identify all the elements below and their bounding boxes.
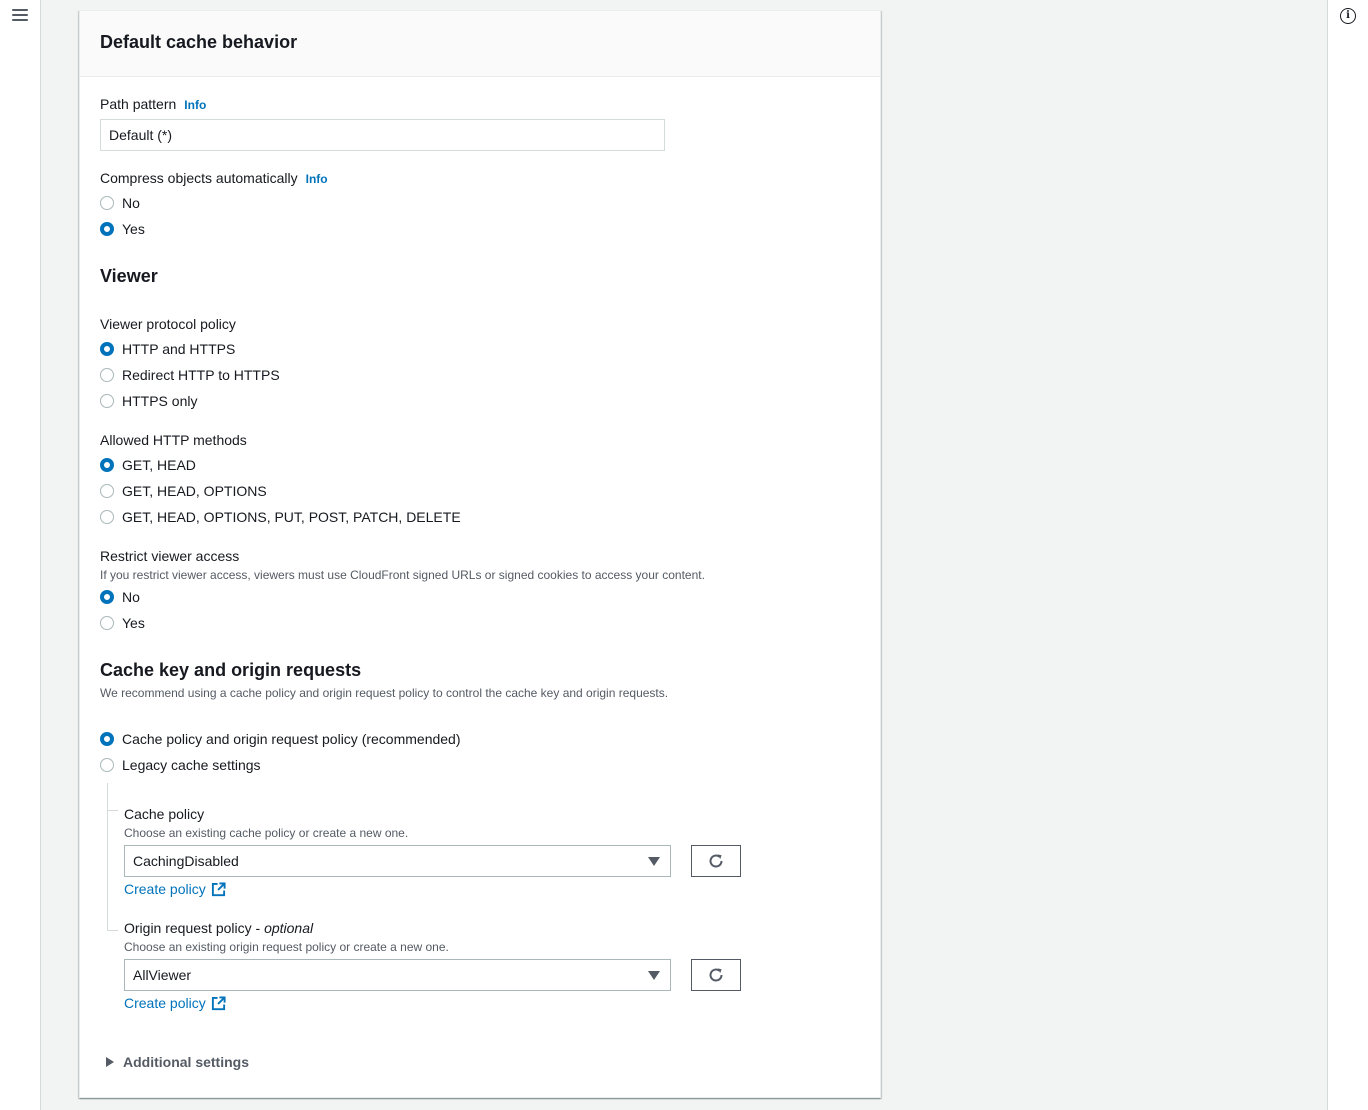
- tree-line-branch: [107, 810, 118, 811]
- radio-button-selected[interactable]: [100, 590, 114, 604]
- menu-icon[interactable]: [12, 9, 28, 23]
- radio-button[interactable]: [100, 758, 114, 772]
- cache-policy-value: CachingDisabled: [133, 853, 239, 869]
- radio-label: Yes: [122, 221, 145, 237]
- create-policy-label: Create policy: [124, 995, 206, 1011]
- radio-button[interactable]: [100, 510, 114, 524]
- methods-option-get-head-options[interactable]: [100, 481, 267, 501]
- refresh-icon: [707, 852, 725, 870]
- additional-settings-label: Additional settings: [123, 1054, 249, 1070]
- radio-button[interactable]: [100, 368, 114, 382]
- caret-down-icon: [648, 971, 660, 980]
- additional-settings-expander[interactable]: [106, 1054, 249, 1070]
- radio-button[interactable]: [100, 484, 114, 498]
- radio-button-selected[interactable]: [100, 342, 114, 356]
- compress-option-yes[interactable]: [100, 219, 145, 239]
- radio-button-selected[interactable]: [100, 458, 114, 472]
- methods-option-get-head[interactable]: [100, 455, 196, 475]
- cache-option-policy[interactable]: [100, 729, 461, 749]
- restrict-option-no[interactable]: [100, 587, 140, 607]
- radio-label: Cache policy and origin request policy (recommended): [122, 731, 461, 747]
- viewer-heading: Viewer: [100, 266, 158, 286]
- protocol-option-redirect[interactable]: [100, 365, 280, 385]
- external-link-icon: [211, 996, 226, 1011]
- radio-label: GET, HEAD: [122, 457, 196, 473]
- radio-button-selected[interactable]: [100, 732, 114, 746]
- caret-right-icon: [106, 1057, 114, 1067]
- tree-line-vertical: [107, 783, 108, 931]
- restrict-viewer-label: Restrict viewer access: [100, 548, 240, 564]
- allowed-methods-label: Allowed HTTP methods: [100, 432, 247, 448]
- compress-label-row: [100, 170, 328, 186]
- cache-policy-create-link[interactable]: [124, 881, 226, 897]
- panel-header: [80, 11, 880, 77]
- path-pattern-label-row: [100, 96, 206, 112]
- radio-button[interactable]: [100, 394, 114, 408]
- radio-button-selected[interactable]: [100, 222, 114, 236]
- radio-label: Yes: [122, 615, 145, 631]
- cache-policy-refresh-button[interactable]: [691, 845, 741, 877]
- radio-label: Legacy cache settings: [122, 757, 261, 773]
- origin-policy-label: Origin request policy -: [124, 920, 265, 936]
- right-tools-rail: [1327, 0, 1368, 1110]
- tree-line-branch: [107, 930, 118, 931]
- radio-label: GET, HEAD, OPTIONS: [122, 483, 267, 499]
- viewer-protocol-label: Viewer protocol policy: [100, 316, 236, 332]
- default-cache-behavior-panel: [79, 10, 881, 1098]
- origin-policy-value: AllViewer: [133, 967, 192, 983]
- radio-label: GET, HEAD, OPTIONS, PUT, POST, PATCH, DELETE: [122, 509, 461, 525]
- cache-option-legacy[interactable]: [100, 755, 261, 775]
- path-pattern-field[interactable]: Default (*): [100, 119, 665, 151]
- radio-label: No: [122, 589, 140, 605]
- panel-title: Default cache behavior: [100, 32, 298, 52]
- cache-policy-description: Choose an existing cache policy or create a new one.: [124, 826, 409, 840]
- caret-down-icon: [648, 857, 660, 866]
- optional-tag: optional: [264, 920, 314, 936]
- radio-button[interactable]: [100, 196, 114, 210]
- cache-key-heading: Cache key and origin requests: [100, 660, 362, 680]
- external-link-icon: [211, 882, 226, 897]
- left-navigation-rail: [0, 0, 41, 1110]
- cache-key-description: We recommend using a cache policy and origin request policy to control the cache key and origin requests.: [100, 686, 669, 700]
- origin-policy-select[interactable]: [124, 959, 671, 991]
- radio-label: HTTP and HTTPS: [122, 341, 236, 357]
- radio-label: No: [122, 195, 140, 211]
- origin-policy-description: Choose an existing origin request policy or create a new one.: [124, 940, 449, 954]
- radio-label: Redirect HTTP to HTTPS: [122, 367, 280, 383]
- methods-option-all[interactable]: [100, 507, 461, 527]
- radio-label: HTTPS only: [122, 393, 198, 409]
- compress-label: Compress objects automatically: [100, 170, 298, 186]
- radio-button[interactable]: [100, 616, 114, 630]
- cache-policy-label: Cache policy: [124, 806, 205, 822]
- origin-policy-label-row: [124, 920, 313, 936]
- origin-policy-create-link[interactable]: [124, 995, 226, 1011]
- protocol-option-https-only[interactable]: [100, 391, 197, 411]
- refresh-icon: [707, 966, 725, 984]
- compress-option-no[interactable]: [100, 193, 140, 213]
- path-pattern-info-link[interactable]: Info: [184, 98, 207, 112]
- origin-policy-refresh-button[interactable]: [691, 959, 741, 991]
- info-circle-icon[interactable]: i: [1340, 8, 1356, 24]
- restrict-viewer-description: If you restrict viewer access, viewers must use CloudFront signed URLs or signed cookies to access your content.: [100, 568, 705, 582]
- path-pattern-label: Path pattern: [100, 96, 177, 112]
- cache-policy-select[interactable]: [124, 845, 671, 877]
- compress-info-link[interactable]: Info: [305, 172, 328, 186]
- create-policy-label: Create policy: [124, 881, 206, 897]
- restrict-option-yes[interactable]: [100, 613, 145, 633]
- protocol-option-http-https[interactable]: [100, 339, 235, 359]
